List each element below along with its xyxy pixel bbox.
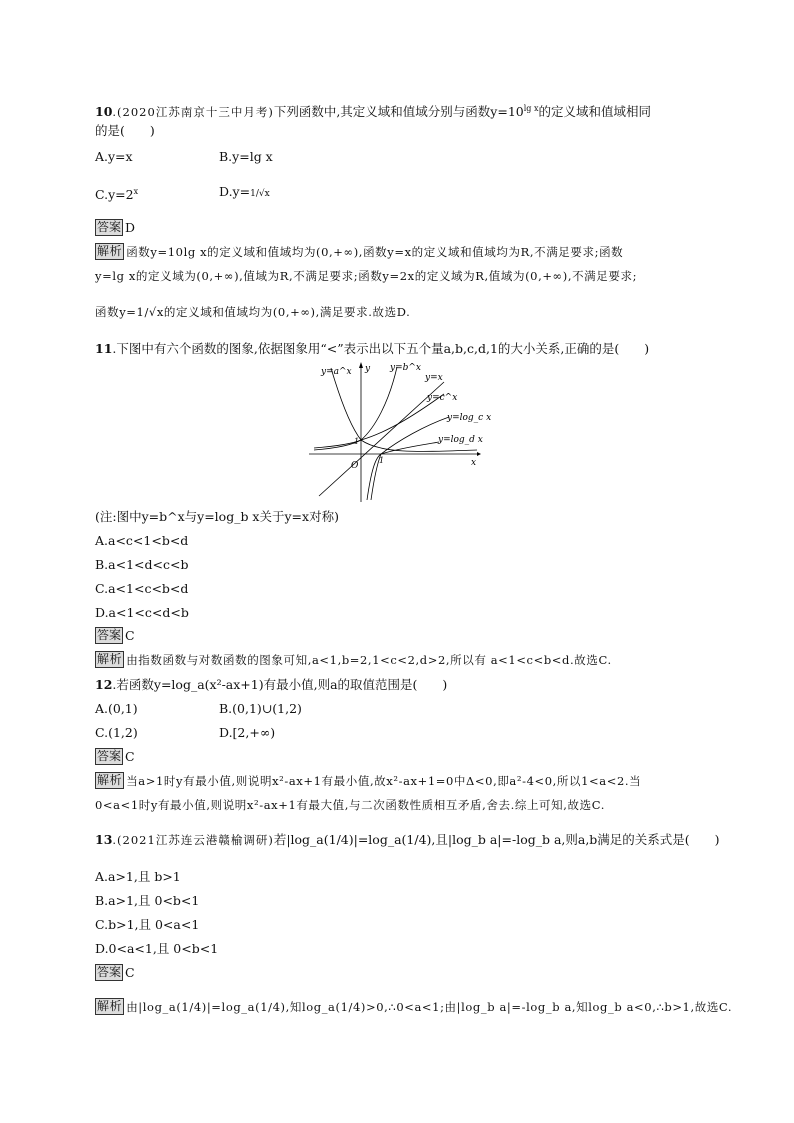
q12-option-d: D.[2,+∞) bbox=[219, 725, 276, 740]
q13-option-a: A.a>1,且 b>1 bbox=[95, 869, 181, 884]
q12-answer: 答案 C bbox=[97, 749, 135, 764]
q10-answer: 答案 D bbox=[97, 220, 136, 235]
q13-stem: 13.(2021江苏连云港赣榆调研)若|log_a(1/4)|=log_a(1/4),且|log_b a|=-log_b a,则a,b满足的关系式是( ) bbox=[95, 832, 720, 847]
curve-c-exp bbox=[314, 394, 444, 448]
label-a-exp: y=a^x bbox=[321, 367, 352, 377]
answer-tag: 答案 bbox=[97, 749, 122, 763]
q11-option-b: B.a<1<d<c<b bbox=[95, 557, 189, 572]
q11-answer: 答案 C bbox=[97, 628, 135, 643]
q11-option-a: A.a<c<1<b<d bbox=[95, 533, 189, 548]
q11-function-graph bbox=[309, 362, 492, 504]
q11-stem: 11.下图中有六个函数的图象,依据图象用“<”表示出以下五个量a,b,c,d,1的大小关系,正确的是( ) bbox=[95, 341, 650, 356]
q13-option-d: D.0<a<1,且 0<b<1 bbox=[95, 941, 219, 956]
label-b-exp: y=b^x bbox=[390, 363, 422, 373]
q10-stem: 下列函数中,其定义域和值域分别与函数y=10 bbox=[273, 104, 524, 120]
line-y-eq-x bbox=[319, 382, 444, 496]
q11-option-c: C.a<1<c<b<d bbox=[95, 581, 189, 596]
answer-tag: 答案 bbox=[97, 628, 122, 642]
answer-tag: 答案 bbox=[97, 220, 122, 234]
q10-stem2: 的是( ) bbox=[95, 123, 155, 138]
q10-option-b: B.y=lg x bbox=[219, 149, 273, 164]
q12-option-b: B.(0,1)∪(1,2) bbox=[219, 701, 302, 716]
q10-option-d: D.y=1/√x bbox=[219, 184, 270, 199]
label-log-c: y=log_c x bbox=[447, 413, 492, 423]
q13-option-b: B.a>1,且 0<b<1 bbox=[95, 893, 200, 908]
q10-option-a: A.y=x bbox=[95, 149, 133, 164]
q10-number: 10 bbox=[95, 104, 113, 120]
q12-stem: 12.若函数y=log_a(x²-ax+1)有最小值,则a的取值范围是( ) bbox=[95, 677, 448, 692]
q10-solution-line3: 函数y=1/√x的定义域和值域均为(0,+∞),满足要求.故选D. bbox=[95, 305, 411, 319]
q13-solution: 解析 由|log_a(1/4)|=log_a(1/4),知log_a(1/4)>0,∴0<a<1;由|log_b a|=-log_b a,知log_b a<0,∴b>1,故选C. bbox=[97, 999, 733, 1014]
q12-solution-line1: 解析 当a>1时y有最小值,则说明x²-ax+1有最小值,故x²-ax+1=0中Δ<0,即a²-4<0,所以1<a<2.当 bbox=[97, 773, 642, 788]
q12-solution-line2: 0<a<1时y有最小值,则说明x²-ax+1有最大值,与二次函数性质相互矛盾,舍去.综上可知,故选C. bbox=[95, 798, 605, 812]
label-origin: O bbox=[351, 461, 359, 471]
label-c-exp: y=c^x bbox=[427, 393, 458, 403]
q11-solution: 解析 由指数函数与对数函数的图象可知,a<1,b=2,1<c<2,d>2,所以有 a<1<c<b<d.故选C. bbox=[97, 652, 612, 667]
q10-stem-tail: 的定义域和值域相同 bbox=[538, 104, 651, 120]
label-one-x: 1 bbox=[379, 456, 385, 465]
solution-tag: 解析 bbox=[97, 652, 123, 666]
q13-answer: 答案 C bbox=[97, 965, 135, 980]
q10-solution-line1: 解析 函数y=10lg x的定义域和值域均为(0,+∞),函数y=x的定义域和值域均为R,不满足要求;函数 bbox=[97, 244, 624, 259]
q10-source: .(2020江苏南京十三中月考) bbox=[112, 105, 274, 120]
label-x-axis: x bbox=[471, 458, 477, 468]
q10-option-c: $C.y=2^x$ bbox=[95, 187, 139, 203]
label-one-y: 1 bbox=[354, 437, 360, 446]
solution-tag: 解析 bbox=[97, 773, 123, 787]
label-log-d: y=log_d x bbox=[438, 435, 483, 445]
solution-tag: 解析 bbox=[97, 999, 123, 1013]
answer-tag: 答案 bbox=[97, 965, 122, 979]
q10-exp: lg x bbox=[523, 104, 539, 113]
q10-stem-line1 bbox=[95, 100, 651, 121]
q13-option-c: C.b>1,且 0<a<1 bbox=[95, 917, 200, 932]
x-axis-arrow bbox=[477, 452, 481, 456]
label-y-axis: y bbox=[365, 364, 371, 374]
y-axis-arrow bbox=[359, 362, 363, 368]
q10-solution-line2: y=lg x的定义域为(0,+∞),值域为R,不满足要求;函数y=2x的定义域为R,值域为(0,+∞),不满足要求; bbox=[95, 269, 638, 283]
q12-option-a: A.(0,1) bbox=[95, 701, 138, 716]
q12-option-c: C.(1,2) bbox=[95, 725, 138, 740]
label-y-eq-x: y=x bbox=[425, 373, 443, 383]
q11-note: (注:图中y=b^x与y=log_b x关于y=x对称) bbox=[95, 509, 339, 524]
q11-option-d: D.a<1<c<d<b bbox=[95, 605, 189, 620]
solution-tag: 解析 bbox=[97, 244, 123, 258]
